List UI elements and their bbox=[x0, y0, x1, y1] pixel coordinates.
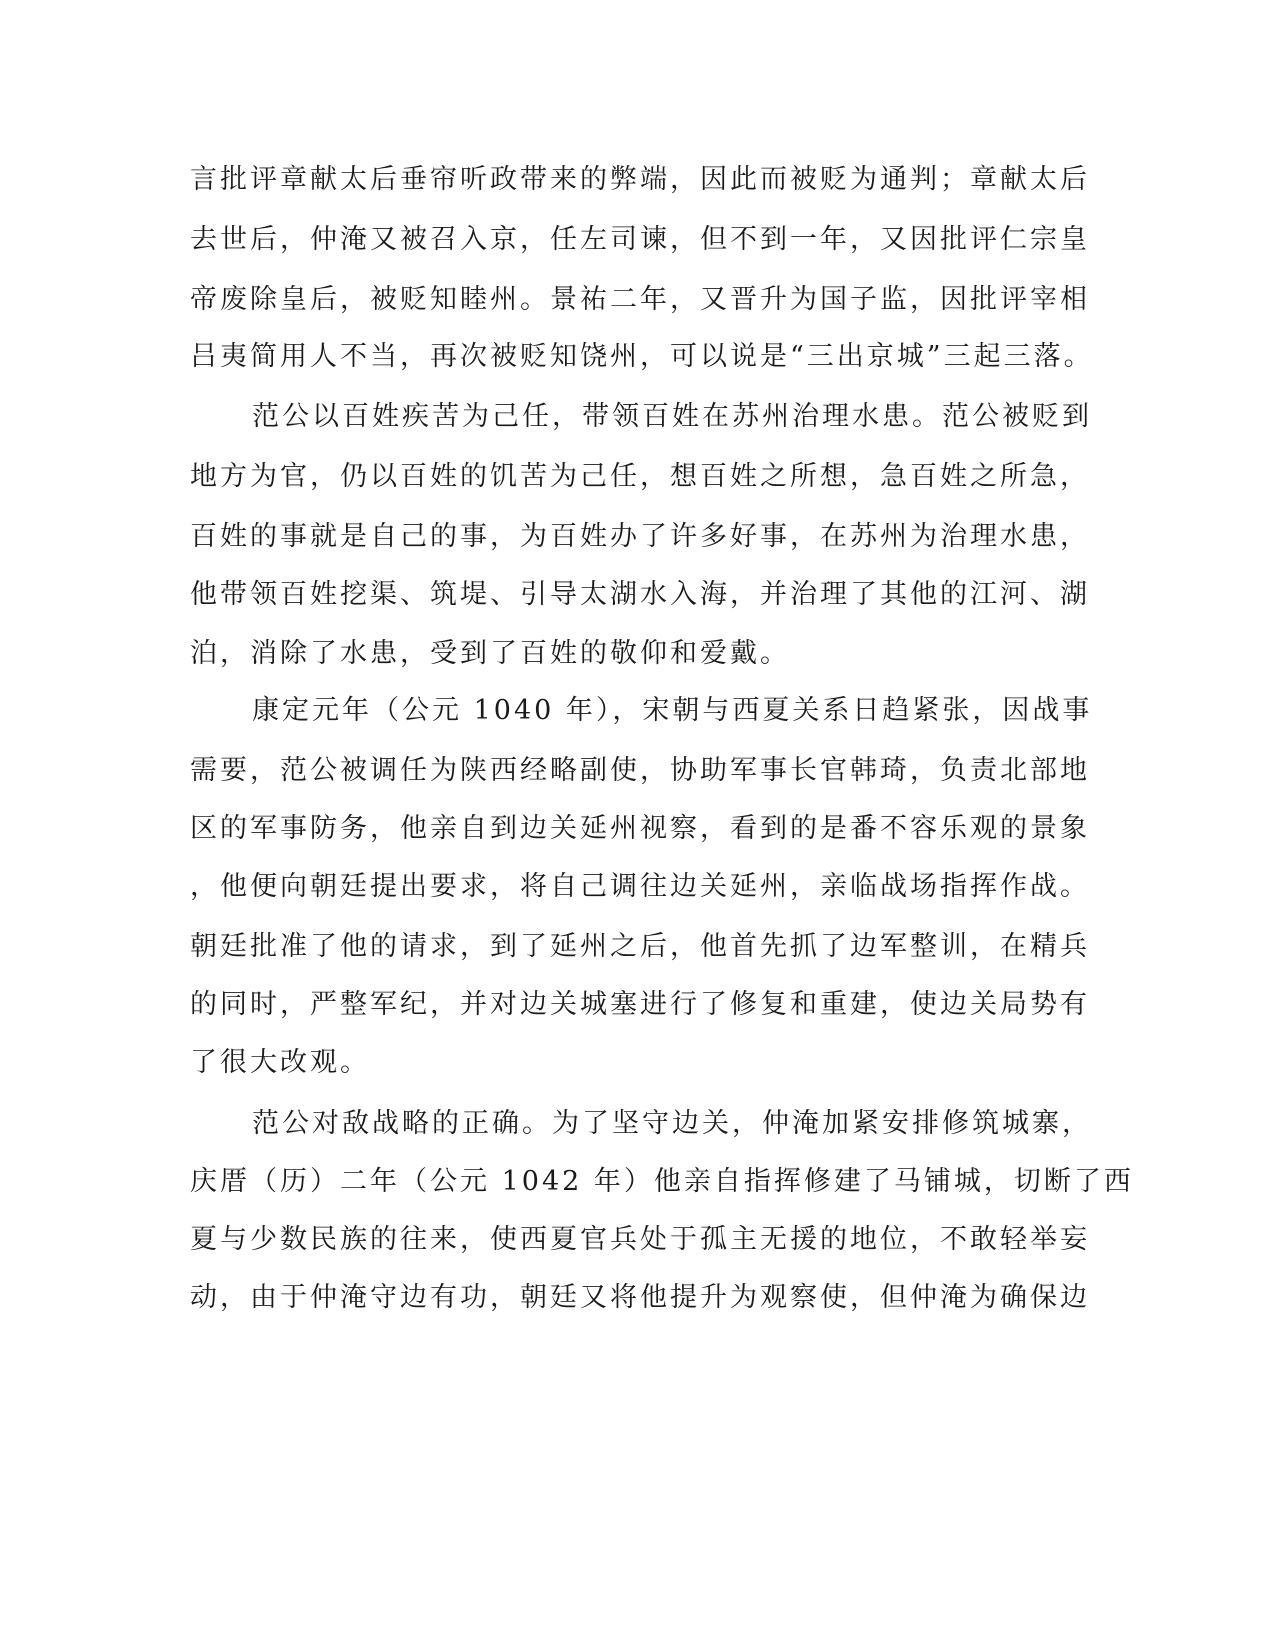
text-line: 去世后，仲淹又被召入京，任左司谏，但不到一年，又因批评仁宗皇 bbox=[190, 224, 1090, 255]
paragraph-first-line: 范公以百姓疾苦为己任，带领百姓在苏州治理水患。范公被贬到 bbox=[252, 401, 1092, 432]
text-line: 朝廷批准了他的请求，到了延州之后，他首先抓了边军整训，在精兵 bbox=[190, 931, 1090, 962]
text-line: ，他便向朝廷提出要求，将自己调往边关延州，亲临战场指挥作战。 bbox=[190, 871, 1090, 902]
text-line: 庆厝（历）二年（公元 1042 年）他亲自指挥修建了马铺城，切断了西 bbox=[190, 1166, 1134, 1197]
paragraph-first-line: 范公对敌战略的正确。为了坚守边关，仲淹加紧安排修筑城寨， bbox=[252, 1108, 1092, 1139]
text-line: 他带领百姓挖渠、筑堤、引导太湖水入海，并治理了其他的江河、湖 bbox=[190, 579, 1090, 610]
text-line: 的同时，严整军纪，并对边关城塞进行了修复和重建，使边关局势有 bbox=[190, 989, 1090, 1020]
paragraph-first-line: 康定元年（公元 1040 年），宋朝与西夏关系日趋紧张，因战事 bbox=[252, 695, 1093, 726]
text-line: 地方为官，仍以百姓的饥苦为己任，想百姓之所想，急百姓之所急， bbox=[190, 461, 1090, 492]
text-line: 夏与少数民族的往来，使西夏官兵处于孤主无援的地位，不敢轻举妄 bbox=[190, 1224, 1090, 1255]
text-line: 了很大改观。 bbox=[190, 1047, 370, 1078]
text-line: 动，由于仲淹守边有功，朝廷又将他提升为观察使，但仲淹为确保边 bbox=[190, 1282, 1090, 1313]
text-line: 泊，消除了水患，受到了百姓的敬仰和爱戴。 bbox=[190, 638, 790, 669]
text-line: 言批评章献太后垂帘听政带来的弊端，因此而被贬为通判；章献太后 bbox=[190, 164, 1090, 195]
text-line: 吕夷简用人不当，再次被贬知饶州，可以说是“三出京城”三起三落。 bbox=[190, 341, 1094, 372]
text-line: 需要，范公被调任为陕西经略副使，协助军事长官韩琦，负责北部地 bbox=[190, 755, 1090, 786]
text-line: 区的军事防务，他亲自到边关延州视察，看到的是番不容乐观的景象 bbox=[190, 813, 1090, 844]
text-line: 百姓的事就是自己的事，为百姓办了许多好事，在苏州为治理水患， bbox=[190, 521, 1090, 552]
text-line: 帝废除皇后，被贬知睦州。景祐二年，又晋升为国子监，因批评宰相 bbox=[190, 284, 1090, 315]
